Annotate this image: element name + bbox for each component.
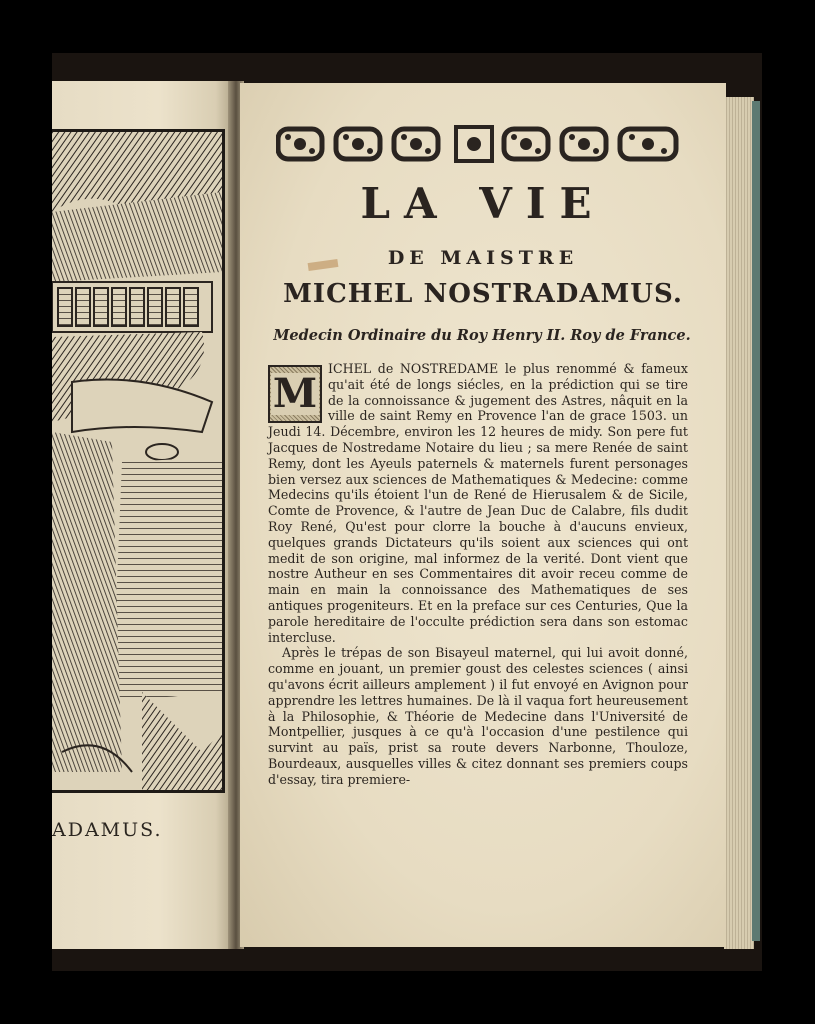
right-page — [240, 83, 726, 947]
paragraph-2: Après le trépas de son Bisayeul maternel, qui lui avoit donné, comme en jouant, un premier goust des celestes sciences ( ainsi qu'avons écrit ailleurs amplement ) il fut envoyé en Avignon pour apprendre les lettres humaines. De là il vaqua fort heureusement à la Philosophie, & Théorie de Medecine dans l'Université de Montpellier, jusques à ce qu'à l'occasion d'une pestilence qui survint au païs, prist sa route devers Narbonne, Thouloze, Bourdeaux, ausquelles villes & citez donnant ses premiers coups d'essay, tira premiere- — [268, 645, 688, 787]
left-page — [52, 81, 230, 949]
paragraph-1: ICHEL de NOSTREDAME le plus renommé & fameux qu'ait été de longs siécles, en la prédiction qui se tire de la connoissance & jugement des Astres, nâquit en la ville de saint Remy en Provence l'an de grace 1503. un Jeudi 14. Décembre, environ les 12 heures de midy. Son pere fut Jacques de Nostredame Notaire du lieu ; sa mere Renée de saint Remy, dont les Ayeuls paternels & maternels furent personages bien versez aux sciences de Mathematiques & Medecine: comme Medecins qu'ils étoient l'un de René de Hierusalem & de Sicile, Comte de Provence, & l'autre de Jean Duc de Calabre, fils dudit Roy René, Qu'est pour clorre la bouche à d'aucuns envieux, quelques grands Dictateurs qu'ils soient aux sciences qui ont medit de son origine, mal informez de la verité. Dont vient que nostre Autheur en ses Commentaires dit avoir receu comme de main en main la connoissance des Mathematiques de ses antiques progeniteurs. Et en la preface sur ces Centuries, Que la parole hereditaire de l'occulte prédiction sera dans son estomac intercluse. — [268, 361, 688, 645]
book-cover-edge — [752, 101, 760, 941]
page-edges — [724, 97, 754, 949]
subject-name: MICHEL NOSTRADAMUS. — [283, 279, 683, 309]
dedication-line: Medecin Ordinaire du Roy Henry II. Roy de France. — [273, 327, 691, 344]
drop-cap — [268, 365, 322, 423]
decorative-ornament-band — [276, 123, 680, 165]
woodcut-illustration — [52, 129, 225, 793]
page-title: LA VIE — [360, 179, 606, 228]
book-photo — [52, 53, 762, 971]
body-text — [268, 361, 688, 788]
woodcut-caption: ADAMUS. — [52, 819, 163, 841]
drop-cap-letter: M — [272, 370, 318, 417]
page-subtitle: DE MAISTRE — [387, 247, 579, 269]
